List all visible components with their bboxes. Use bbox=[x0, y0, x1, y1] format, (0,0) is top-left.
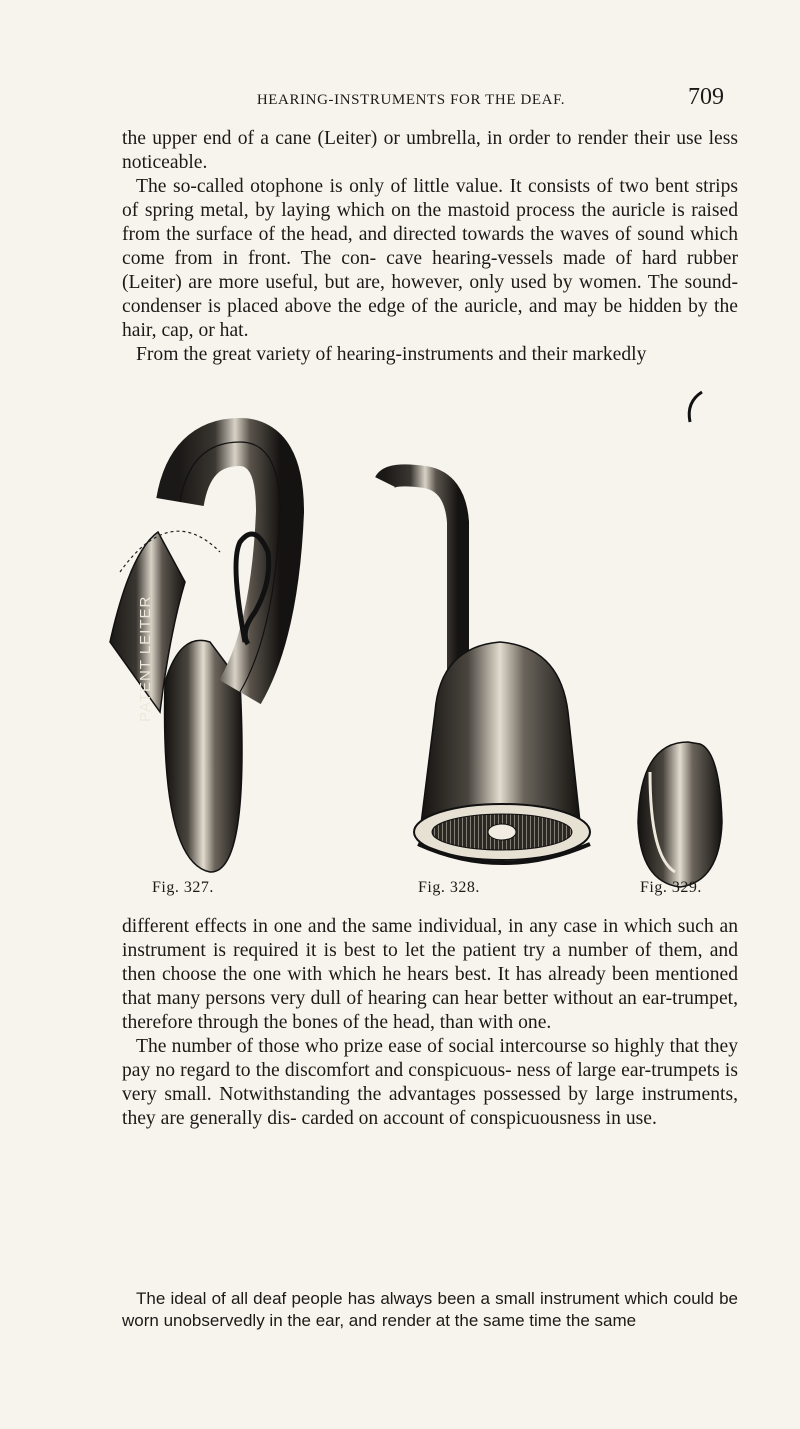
paragraph: The number of those who prize ease of social intercourse so highly that they pay no regard to the discomfort and conspicuous- ness of large ear-trumpets is very small. Notwithstanding the advantages possessed by large instruments, they are generally dis- carded on account of conspicuousness in use. bbox=[122, 1036, 738, 1129]
paragraph: different effects in one and the same individual, in any case in which such an instrument is required it is best to let the patient try a number of them, and then choose the one with which he hears best. It has already been mentioned that many persons very dull of hearing can hear better without an ear-trumpet, therefore through the bones of the head, than with one. bbox=[122, 916, 738, 1033]
fig-329-caption: Fig. 329. bbox=[640, 879, 702, 896]
page-number: 709 bbox=[688, 84, 724, 110]
fig-327-engraving: PATENT LEITER bbox=[137, 595, 154, 722]
text-block-bottom bbox=[122, 1288, 738, 1332]
fig-327-drawing bbox=[110, 442, 280, 872]
figure-group bbox=[90, 382, 750, 902]
text-block-top bbox=[122, 127, 738, 367]
running-title: HEARING-INSTRUMENTS FOR THE DEAF. bbox=[256, 92, 566, 108]
figures-illustration bbox=[90, 382, 750, 902]
paragraph: the upper end of a cane (Leiter) or umbrella, in order to render their use less noticeable. bbox=[122, 128, 738, 173]
fig-329-drawing bbox=[638, 392, 722, 887]
paragraph: The ideal of all deaf people has always been a small instrument which could be worn unobservedly in the ear, and render at the same time the same bbox=[122, 1289, 738, 1330]
paragraph: The so-called otophone is only of little value. It consists of two bent strips of spring metal, by laying which on the mastoid process the auricle is raised from the surface of the head, and directed towards the waves of sound which come from in front. The con- cave hearing-vessels made of hard rubber (Leiter) are more useful, but are, however, only used by women. The sound-condenser is placed above the edge of the auricle, and may be hidden by the hair, cap, or hat. bbox=[122, 176, 738, 341]
fig-328-caption: Fig. 328. bbox=[418, 879, 480, 896]
text-block-middle bbox=[122, 915, 738, 1131]
paragraph: From the great variety of hearing-instruments and their markedly bbox=[136, 344, 647, 365]
fig-328-drawing bbox=[385, 475, 590, 863]
fig-327-caption: Fig. 327. bbox=[152, 879, 214, 896]
